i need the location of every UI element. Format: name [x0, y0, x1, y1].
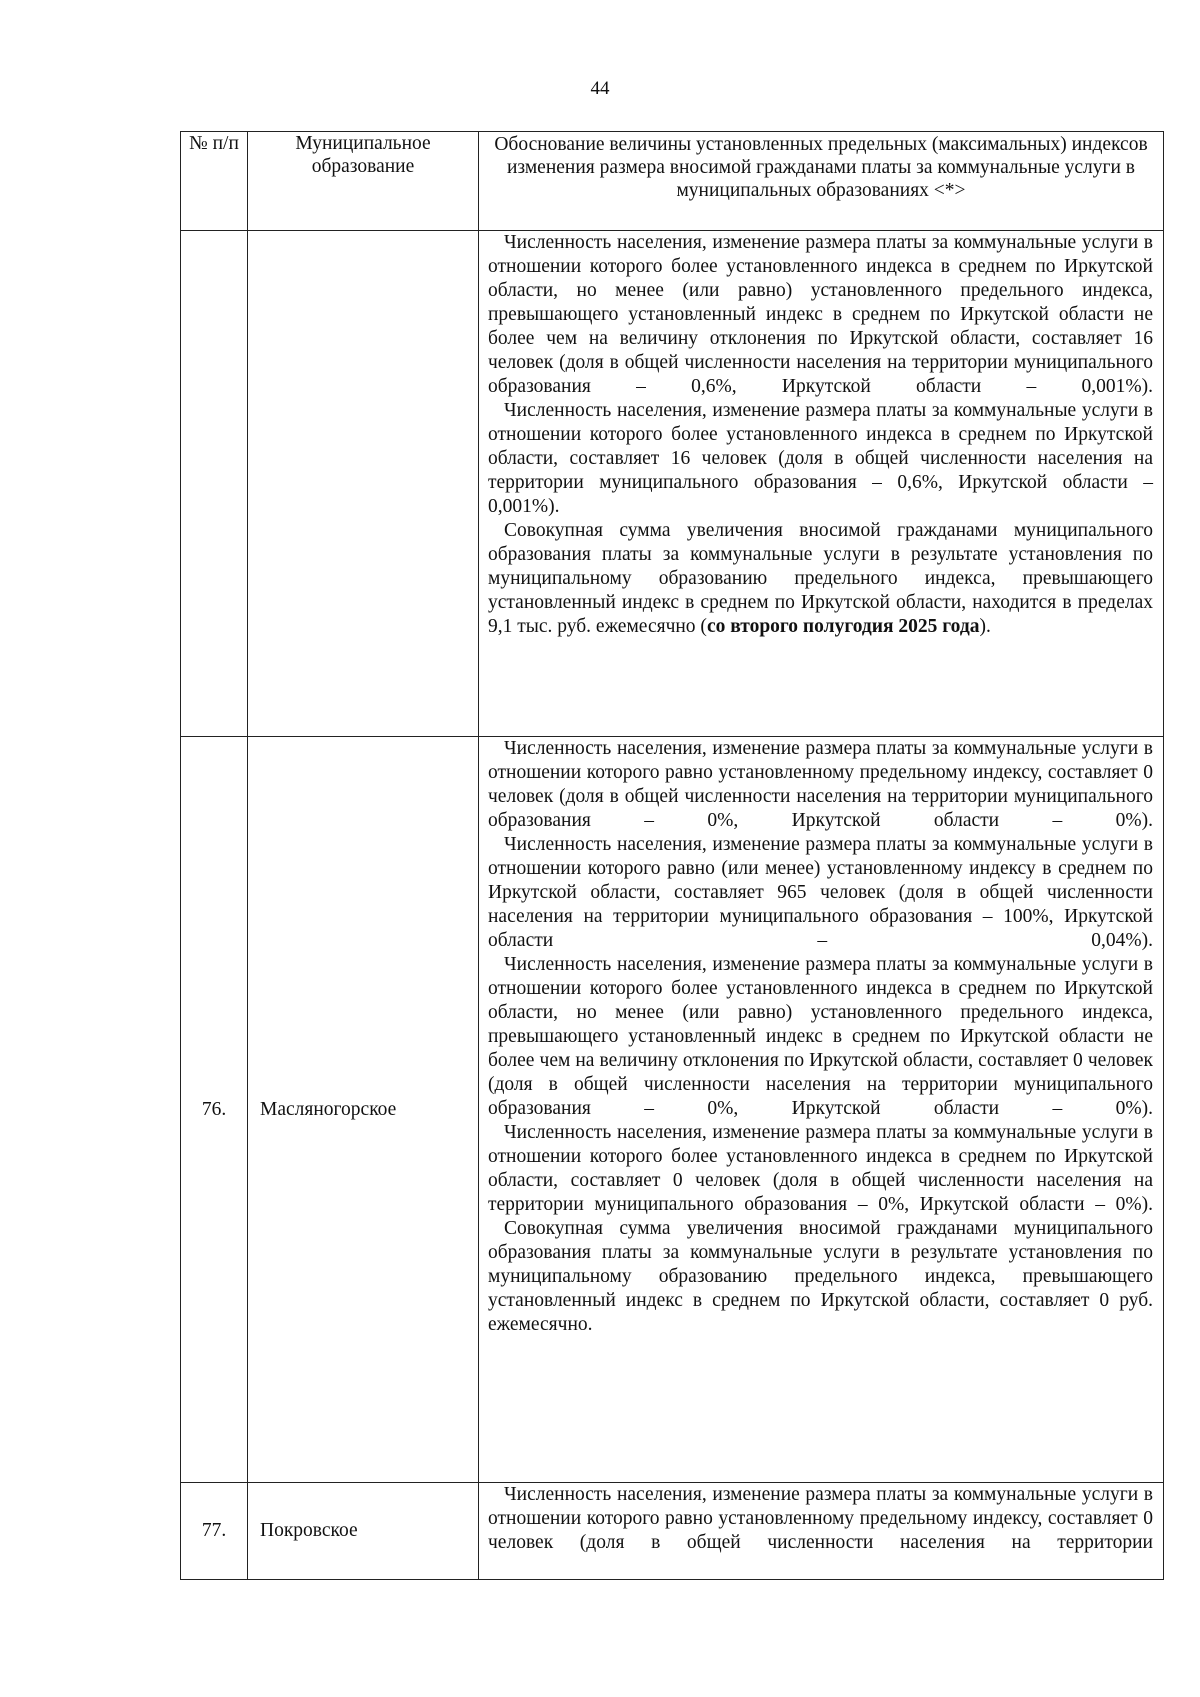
summary-text: Совокупная сумма увеличения вносимой гражданами муниципального образования платы за коммунальные услуги в результате установления по муниципальному образованию предельного индекса, превышающего установленный индекс в среднем по Иркутской области, находится в пределах 9,1 тыс. руб. ежемесячно ( [488, 520, 1153, 637]
paragraph: Численность населения, изменение размера платы за коммунальные услуги в отношении которого более установленного индекса в среднем по Иркутской области, составляет 16 человек (доля в общей численности населения на территории муниципального образования – 0,6%, Иркутской области – 0,001%). [488, 400, 1153, 517]
table-row [181, 231, 1164, 737]
paragraph: Численность населения, изменение размера платы за коммунальные услуги в отношении которого равно установленному предельному индексу, составляет 0 человек (доля в общей численности населения на территории [488, 1484, 1153, 1553]
summary-paragraph: Совокупная сумма увеличения вносимой гражданами муниципального образования платы за коммунальные услуги в результате установления по муниципальному образованию предельного индекса, превышающего установленный индекс в среднем по Иркутской области, составляет 0 руб. ежемесячно. [488, 1218, 1153, 1335]
paragraph: Численность населения, изменение размера платы за коммунальные услуги в отношении которого более установленного индекса в среднем по Иркутской области, составляет 0 человек (доля в общей численности населения на территории муниципального образования – 0%, Иркутской области – 0%). [488, 1122, 1153, 1215]
paragraph: Численность населения, изменение размера платы за коммунальные услуги в отношении которого равно установленному предельному индексу, составляет 0 человек (доля в общей численности населения на территории муниципального образования – 0%, Иркутской области – 0%). [488, 738, 1153, 831]
table-row [181, 1483, 1164, 1580]
row-justification [479, 1483, 1164, 1580]
row-justification [479, 231, 1164, 737]
header-municipality: Муниципальное образование [248, 132, 479, 231]
row-num: 76. [181, 737, 248, 1483]
table-header-row [181, 132, 1164, 231]
summary-end: ). [979, 616, 991, 637]
paragraph: Численность населения, изменение размера платы за коммунальные услуги в отношении которого равно (или менее) установленному индексу в среднем по Иркутской области, составляет 965 человек (доля в общей численности населения на территории муниципального образования – 100%, Иркутской области – 0,04%). [488, 834, 1153, 951]
summary-period: со второго полугодия 2025 года [706, 616, 980, 637]
row-municipality: Покровское [248, 1483, 479, 1580]
row-justification [479, 737, 1164, 1483]
table-row [181, 737, 1164, 1483]
justification-table [180, 131, 1164, 1580]
row-num: 77. [181, 1483, 248, 1580]
header-justification: Обоснование величины установленных предельных (максимальных) индексов изменения размера вносимой гражданами платы за коммунальные услуги в муниципальных образованиях <*> [479, 132, 1164, 231]
paragraph: Численность населения, изменение размера платы за коммунальные услуги в отношении которого более установленного индекса в среднем по Иркутской области, но менее (или равно) установленного предельного индекса, превышающего установленный индекс в среднем по Иркутской области не более чем на величину отклонения по Иркутской области, составляет 0 человек (доля в общей численности населения на территории муниципального образования – 0%, Иркутской области – 0%). [488, 954, 1153, 1119]
row-municipality [248, 231, 479, 737]
row-municipality: Масляногорское [248, 737, 479, 1483]
page-number: 44 [590, 78, 610, 99]
paragraph: Численность населения, изменение размера платы за коммунальные услуги в отношении которого более установленного индекса в среднем по Иркутской области, но менее (или равно) установленного предельного индекса, превышающего установленный индекс в среднем по Иркутской области не более чем на величину отклонения по Иркутской области, составляет 16 человек (доля в общей численности населения на территории муниципального образования – 0,6%, Иркутской области – 0,001%). [488, 232, 1153, 397]
summary-paragraph [488, 519, 1153, 639]
row-num [181, 231, 248, 737]
header-num: № п/п [181, 132, 248, 231]
